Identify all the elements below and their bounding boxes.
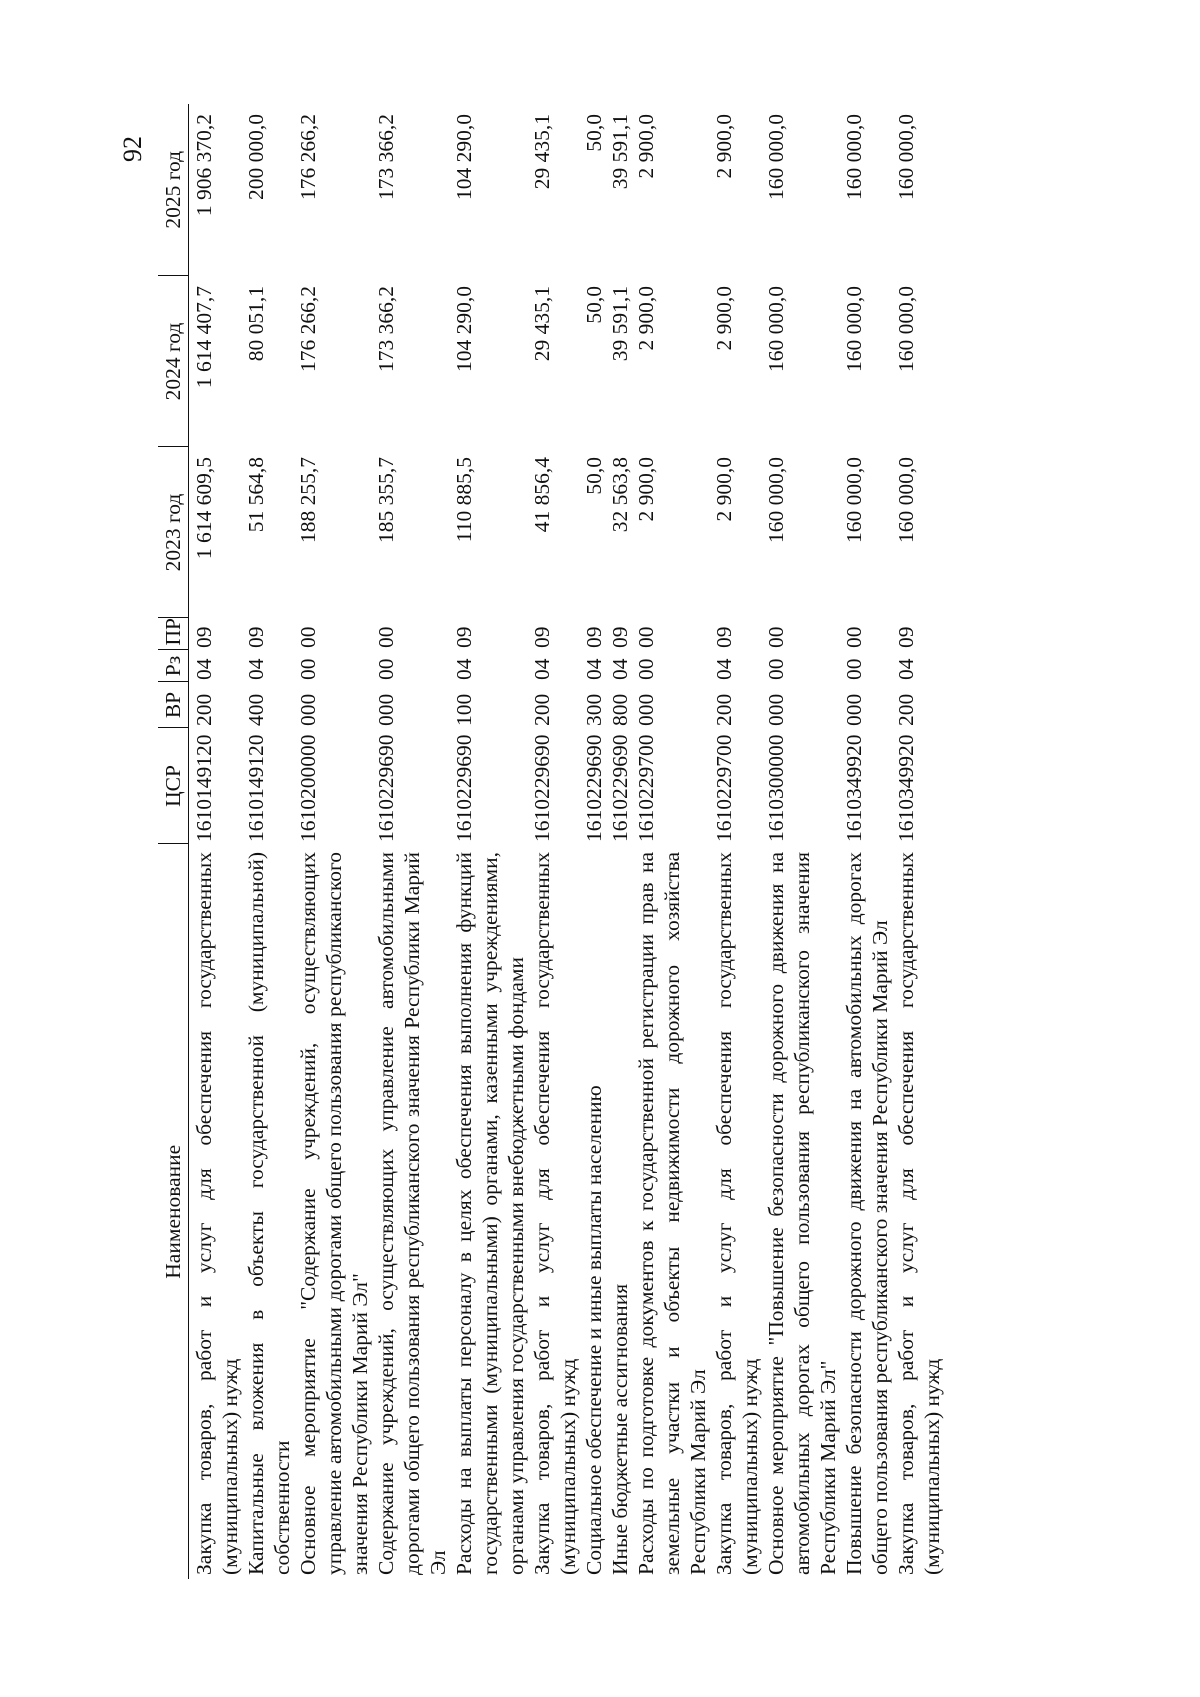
- row-csr: 1610229700: [712, 734, 736, 842]
- row-2024: 104 290,0: [452, 286, 476, 372]
- row-pr: 09: [452, 626, 476, 648]
- row-name: Иные бюджетные ассигнования: [608, 1283, 632, 1575]
- header-2025: 2025 год: [158, 104, 189, 276]
- row-pr: 09: [608, 626, 632, 648]
- page-number: 92: [118, 136, 147, 162]
- row-rz: 00: [842, 658, 866, 680]
- row-2025: 50,0: [582, 114, 606, 152]
- row-vr: 000: [842, 693, 866, 726]
- row-vr: 000: [634, 693, 658, 726]
- row-rz: 04: [452, 658, 476, 680]
- row-2025: 160 000,0: [764, 114, 788, 200]
- row-2023: 32 563,8: [608, 457, 632, 533]
- row-csr: 1610229700: [634, 734, 658, 842]
- row-name: Содержание учреждений, осуществляющих управление автомобильными дорогами общего пользования республиканского значения Республики Марий Эл: [374, 852, 450, 1575]
- row-2023: 160 000,0: [842, 457, 866, 543]
- row-2024: 80 051,1: [244, 286, 268, 362]
- row-2023: 2 900,0: [712, 457, 736, 522]
- row-2023: 185 355,7: [374, 457, 398, 543]
- row-csr: 1610149120: [192, 734, 216, 842]
- row-pr: 00: [842, 626, 866, 648]
- row-csr: 1610349920: [894, 734, 918, 842]
- row-pr: 09: [530, 626, 554, 648]
- row-csr: 1610229690: [608, 734, 632, 842]
- row-pr: 00: [374, 626, 398, 648]
- table-header-row: [158, 104, 189, 1579]
- row-2025: 39 591,1: [608, 114, 632, 190]
- row-csr: 1610229690: [582, 734, 606, 842]
- row-csr: 1610229690: [530, 734, 554, 842]
- row-vr: 000: [374, 693, 398, 726]
- row-2025: 1 906 370,2: [192, 114, 216, 217]
- row-rz: 04: [192, 658, 216, 680]
- row-2025: 29 435,1: [530, 114, 554, 190]
- row-2025: 200 000,0: [244, 114, 268, 200]
- row-pr: 09: [192, 626, 216, 648]
- row-csr: 1610300000: [764, 734, 788, 842]
- header-csr: ЦСР: [158, 728, 189, 844]
- row-csr: 1610200000: [296, 734, 320, 842]
- row-2023: 110 885,5: [452, 457, 476, 543]
- row-2024: 39 591,1: [608, 286, 632, 362]
- row-name: Капитальные вложения в объекты государственной (муниципальной) собственности: [244, 852, 294, 1575]
- row-2025: 2 900,0: [634, 114, 658, 179]
- table-row: [373, 104, 451, 1579]
- row-vr: 000: [296, 693, 320, 726]
- table-row: [711, 104, 763, 1579]
- table-row: [841, 104, 893, 1579]
- row-pr: 00: [296, 626, 320, 648]
- row-2024: 160 000,0: [764, 286, 788, 372]
- table-row: [607, 104, 633, 1579]
- row-csr: 1610229690: [452, 734, 476, 842]
- row-2023: 160 000,0: [764, 457, 788, 543]
- table-row: [581, 104, 607, 1579]
- row-2024: 50,0: [582, 286, 606, 324]
- table-row: [633, 104, 711, 1579]
- row-rz: 04: [608, 658, 632, 680]
- header-rz: Рз: [158, 650, 189, 682]
- row-2024: 2 900,0: [634, 286, 658, 351]
- row-2025: 104 290,0: [452, 114, 476, 200]
- row-pr: 09: [894, 626, 918, 648]
- row-csr: 1610149120: [244, 734, 268, 842]
- row-name: Закупка товаров, работ и услуг для обеспечения государственных (муниципальных) нужд: [712, 852, 762, 1575]
- row-2023: 160 000,0: [894, 457, 918, 543]
- header-pr: ПР: [158, 618, 189, 650]
- row-name: Повышение безопасности дорожного движения на автомобильных дорогах общего пользования республиканского значения Республики Марий Эл: [842, 852, 892, 1575]
- header-2023: 2023 год: [158, 447, 189, 618]
- table-row: [243, 104, 295, 1579]
- row-2023: 50,0: [582, 457, 606, 495]
- row-name: Расходы на выплаты персоналу в целях обеспечения выполнения функций государственными (муниципальными) органами, казенными учреждениями, органами управления государственными внебюджетными фондами: [452, 852, 528, 1575]
- row-2025: 173 366,2: [374, 114, 398, 200]
- row-2025: 160 000,0: [894, 114, 918, 200]
- row-pr: 00: [634, 626, 658, 648]
- row-2023: 2 900,0: [634, 457, 658, 522]
- row-rz: 04: [582, 658, 606, 680]
- row-name: Основное мероприятие "Повышение безопасности дорожного движения на автомобильных дорогах общего пользования республиканского значения Республики Марий Эл": [764, 852, 840, 1575]
- row-pr: 09: [244, 626, 268, 648]
- row-2025: 176 266,2: [296, 114, 320, 200]
- row-vr: 200: [712, 693, 736, 726]
- row-2024: 2 900,0: [712, 286, 736, 351]
- row-2024: 173 366,2: [374, 286, 398, 372]
- row-csr: 1610349920: [842, 734, 866, 842]
- row-rz: 00: [764, 658, 788, 680]
- row-2023: 41 856,4: [530, 457, 554, 533]
- row-pr: 09: [582, 626, 606, 648]
- row-name: Социальное обеспечение и иные выплаты населению: [582, 1085, 606, 1575]
- row-rz: 04: [894, 658, 918, 680]
- table-row: [189, 104, 244, 1579]
- row-name: Основное мероприятие "Содержание учреждений, осуществляющих управление автомобильными дорогами общего пользования республиканского значения Республики Марий Эл": [296, 852, 372, 1575]
- row-vr: 200: [530, 693, 554, 726]
- row-rz: 00: [374, 658, 398, 680]
- row-vr: 400: [244, 693, 268, 726]
- header-name: Наименование: [158, 844, 189, 1579]
- row-vr: 000: [764, 693, 788, 726]
- row-rz: 00: [634, 658, 658, 680]
- row-vr: 200: [894, 693, 918, 726]
- row-pr: 09: [712, 626, 736, 648]
- table-row: [763, 104, 841, 1579]
- row-2025: 2 900,0: [712, 114, 736, 179]
- row-vr: 300: [582, 693, 606, 726]
- row-name: Закупка товаров, работ и услуг для обеспечения государственных (муниципальных) нужд: [192, 852, 242, 1575]
- row-rz: 04: [712, 658, 736, 680]
- row-2023: 1 614 609,5: [192, 457, 216, 560]
- row-vr: 800: [608, 693, 632, 726]
- row-name: Закупка товаров, работ и услуг для обеспечения государственных (муниципальных) нужд: [894, 852, 944, 1575]
- row-2024: 29 435,1: [530, 286, 554, 362]
- row-2024: 160 000,0: [894, 286, 918, 372]
- row-pr: 00: [764, 626, 788, 648]
- row-2023: 188 255,7: [296, 457, 320, 543]
- row-2023: 51 564,8: [244, 457, 268, 533]
- row-vr: 200: [192, 693, 216, 726]
- table-row: [529, 104, 581, 1579]
- row-2025: 160 000,0: [842, 114, 866, 200]
- row-rz: 04: [244, 658, 268, 680]
- header-vr: ВР: [158, 682, 189, 728]
- row-rz: 04: [530, 658, 554, 680]
- row-2024: 1 614 407,7: [192, 286, 216, 389]
- row-name: Закупка товаров, работ и услуг для обеспечения государственных (муниципальных) нужд: [530, 852, 580, 1575]
- header-2024: 2024 год: [158, 276, 189, 447]
- row-2024: 160 000,0: [842, 286, 866, 372]
- table-row: [295, 104, 373, 1579]
- budget-table: [158, 104, 945, 1579]
- row-2024: 176 266,2: [296, 286, 320, 372]
- table-row: [451, 104, 529, 1579]
- row-csr: 1610229690: [374, 734, 398, 842]
- row-vr: 100: [452, 693, 476, 726]
- table-row: [893, 104, 945, 1579]
- row-rz: 00: [296, 658, 320, 680]
- row-name: Расходы по подготовке документов к государственной регистрации прав на земельные участки и объекты недвижимости дорожного хозяйства Республики Марий Эл: [634, 852, 710, 1575]
